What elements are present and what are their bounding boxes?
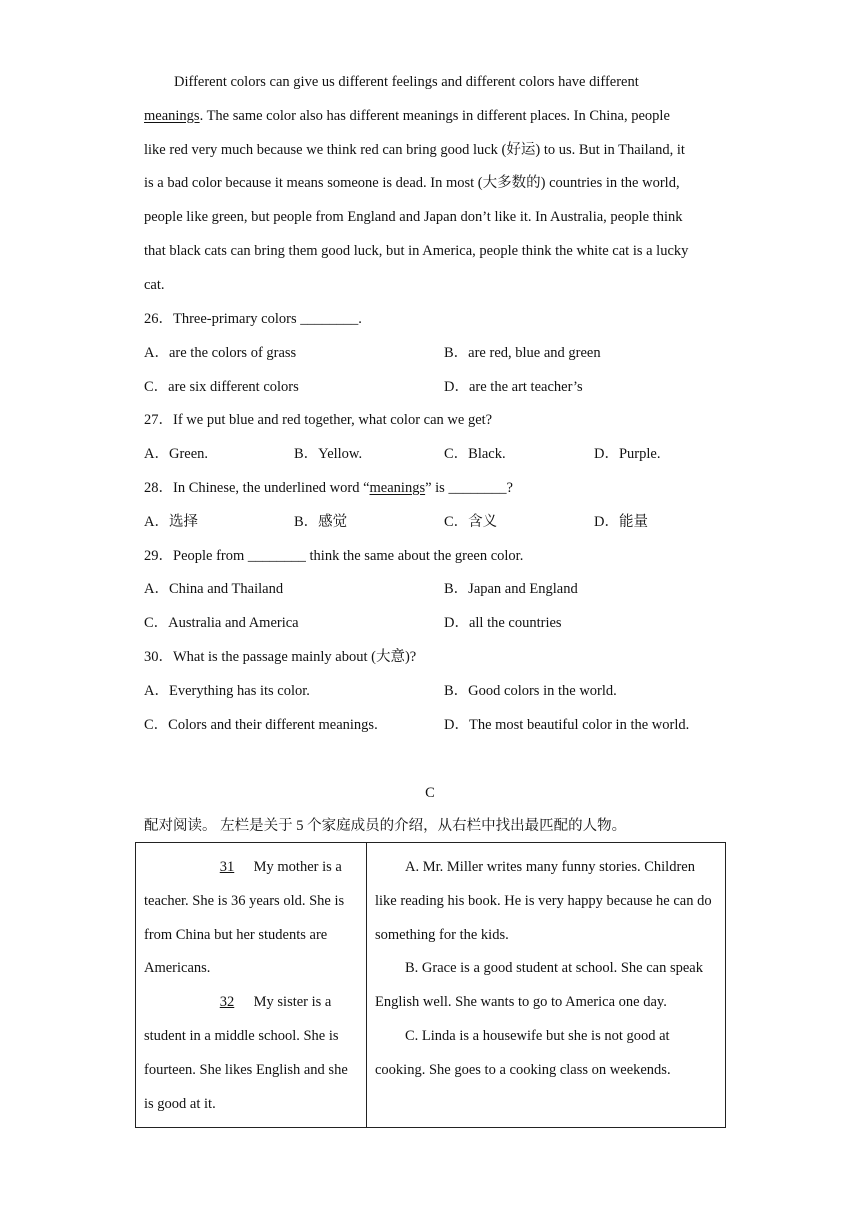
person-b: B. Grace is a good student at school. She can speak English well. She wants to go to America one day.	[375, 960, 703, 1011]
option-c: C．Black.	[444, 446, 506, 463]
options-row	[144, 675, 744, 709]
matching-table	[135, 842, 726, 1128]
passage-line: like red very much because we think red can bring good luck (好运) to us. But in Thailand, it	[144, 141, 685, 158]
option-c: C．are six different colors	[144, 378, 299, 395]
passage-line: that black cats can bring them good luck, but in America, people think the white cat is a lucky	[144, 242, 689, 259]
option-a: A．Everything has its color.	[144, 682, 310, 699]
section-instruction: 配对阅读。 左栏是关于 5 个家庭成员的介绍，从右栏中找出最匹配的人物。	[144, 818, 627, 834]
member-description: My mother is a teacher. She is 36 years old. She is from China but her students are Americans.	[144, 859, 345, 977]
option-a: A．China and Thailand	[144, 581, 284, 598]
options-row	[144, 573, 744, 607]
section-heading: C	[425, 785, 435, 801]
options-row	[144, 438, 744, 472]
option-b: B．Good colors in the world.	[444, 682, 617, 699]
option-b: B．Yellow.	[294, 446, 363, 463]
right-column	[367, 843, 726, 1128]
member-description: My sister is a student in a middle school. She is fourteen. She likes English and she is good at it.	[144, 994, 348, 1112]
answer-blank: 32	[219, 994, 235, 1011]
question-27: 27．If we put blue and red together, what color can we get?	[144, 412, 493, 429]
table-row	[136, 843, 726, 1128]
stem-text: ” is ________?	[425, 479, 513, 496]
underlined-word: meanings	[144, 107, 200, 124]
person-c: C. Linda is a housewife but she is not good at cooking. She goes to a cooking class on weekends.	[375, 1027, 671, 1078]
passage-line: is a bad color because it means someone is dead. In most (大多数的) countries in the world,	[144, 175, 680, 192]
question-30: 30．What is the passage mainly about (大意)?	[144, 648, 417, 665]
option-d: D．The most beautiful color in the world.	[444, 716, 690, 733]
family-member-32	[144, 986, 358, 1121]
person-a: A. Mr. Miller writes many funny stories. Children like reading his book. He is very happy because he can do something for the kids.	[375, 859, 712, 943]
family-member-31	[144, 851, 358, 986]
options-row	[144, 371, 744, 405]
options-row	[144, 337, 744, 371]
option-c: C．Australia and America	[144, 615, 299, 632]
option-c: C．含义	[444, 513, 498, 530]
option-d: D．all the countries	[444, 615, 562, 632]
question-list	[144, 303, 744, 742]
question-26: 26．Three-primary colors ________.	[144, 311, 362, 327]
left-column	[136, 843, 367, 1128]
reading-passage	[144, 66, 719, 303]
stem-text: 28．In Chinese, the underlined word “	[144, 479, 370, 496]
option-a: A．Green.	[144, 446, 209, 463]
underlined-word: meanings	[369, 479, 426, 496]
option-b: B．感觉	[294, 513, 348, 530]
question-28	[144, 472, 744, 506]
passage-line: Different colors can give us different feelings and different colors have different	[174, 74, 639, 90]
passage-line	[144, 100, 719, 134]
option-d: D．Purple.	[594, 446, 661, 463]
option-a: A．选择	[144, 513, 198, 530]
options-row	[144, 709, 744, 743]
option-b: B．Japan and England	[444, 581, 578, 598]
passage-line: cat.	[144, 276, 165, 293]
option-d: D．能量	[594, 513, 648, 530]
option-a: A．are the colors of grass	[144, 344, 297, 361]
answer-blank: 31	[219, 859, 235, 875]
passage-text: . The same color also has different meanings in different places. In China, people	[199, 107, 670, 124]
options-row	[144, 506, 744, 540]
options-row	[144, 607, 744, 641]
passage-line: people like green, but people from England and Japan don’t like it. In Australia, people think	[144, 209, 683, 226]
option-c: C．Colors and their different meanings.	[144, 716, 378, 733]
option-d: D．are the art teacher’s	[444, 378, 583, 395]
option-b: B．are red, blue and green	[444, 344, 601, 361]
question-29: 29．People from ________ think the same about the green color.	[144, 547, 524, 564]
